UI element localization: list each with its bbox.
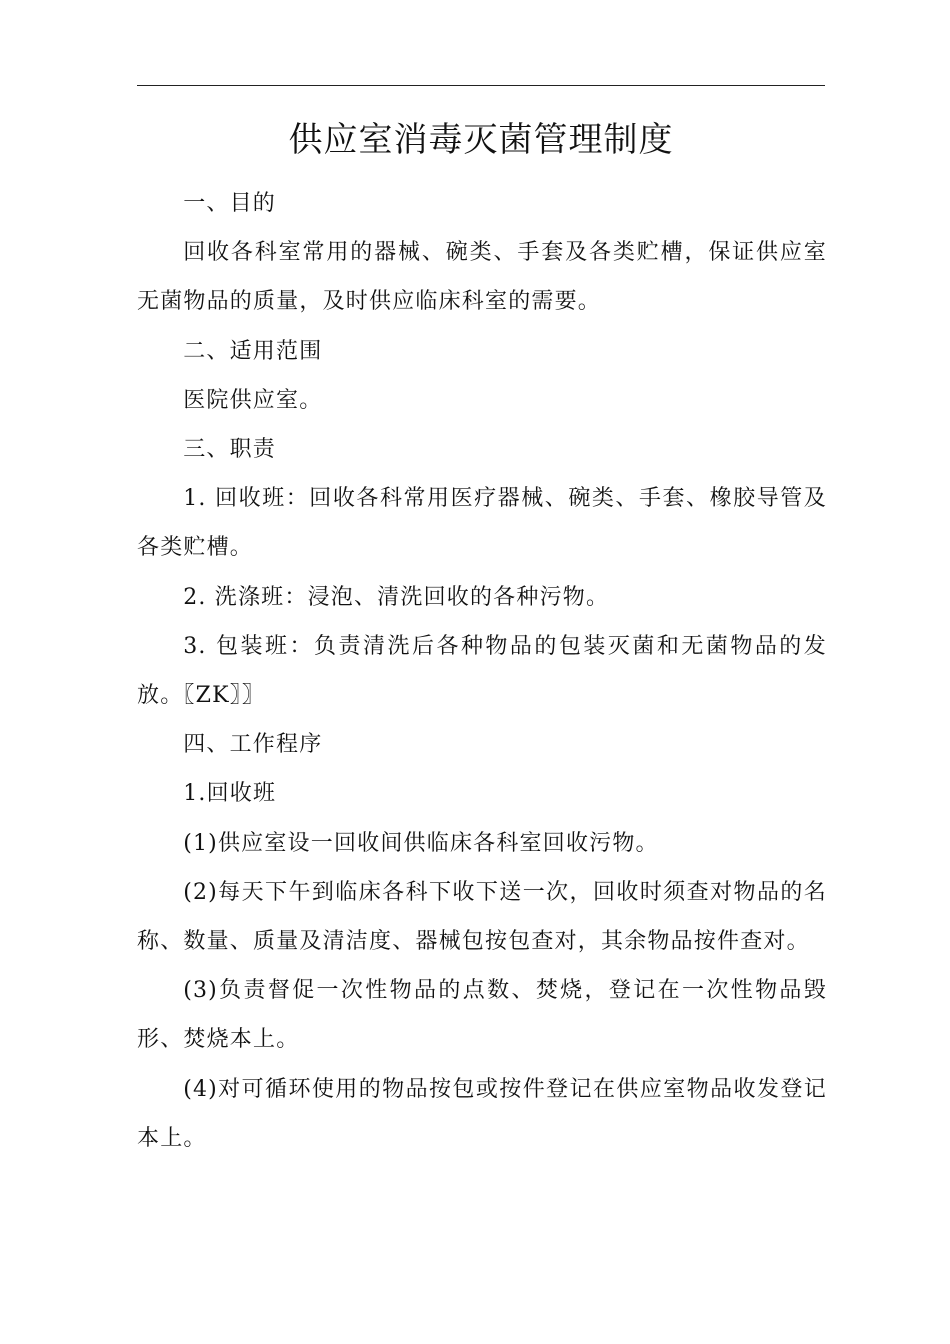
paragraph: 回收各科室常用的器械、碗类、手套及各类贮槽，保证供应室无菌物品的质量，及时供应临床科室的需要。 — [137, 240, 827, 315]
section-heading-scope: 二、适用范围 — [183, 338, 323, 364]
paragraph: 医院供应室。 — [183, 387, 323, 413]
list-item: 1. 回收班：回收各科常用医疗器械、碗类、手套、橡胶导管及各类贮槽。 — [137, 486, 827, 561]
list-item: (1)供应室设一回收间供临床各科室回收污物。 — [183, 830, 659, 856]
document-body — [137, 179, 827, 1163]
subsection-heading: 1.回收班 — [183, 781, 277, 807]
list-item: 2. 洗涤班：浸泡、清洗回收的各种污物。 — [183, 584, 610, 610]
list-item: (3)负责督促一次性物品的点数、焚烧，登记在一次性物品毁形、焚烧本上。 — [137, 978, 827, 1053]
section-heading-procedure: 四、工作程序 — [183, 732, 323, 758]
section-heading-responsibilities: 三、职责 — [183, 437, 276, 463]
header-divider — [137, 85, 825, 86]
section-heading-purpose: 一、目的 — [183, 191, 276, 216]
list-item: (4)对可循环使用的物品按包或按件登记在供应室物品收发登记本上。 — [137, 1076, 827, 1151]
list-item: (2)每天下午到临床各科下收下送一次，回收时须查对物品的名称、数量、质量及清洁度、器械包按包查对，其余物品按件查对。 — [137, 879, 827, 955]
list-item: 3. 包装班：负责清洗后各种物品的包装灭菌和无菌物品的发放。〖ZK〗〗 — [137, 633, 827, 709]
document-title: 供应室消毒灭菌管理制度 — [288, 120, 674, 160]
